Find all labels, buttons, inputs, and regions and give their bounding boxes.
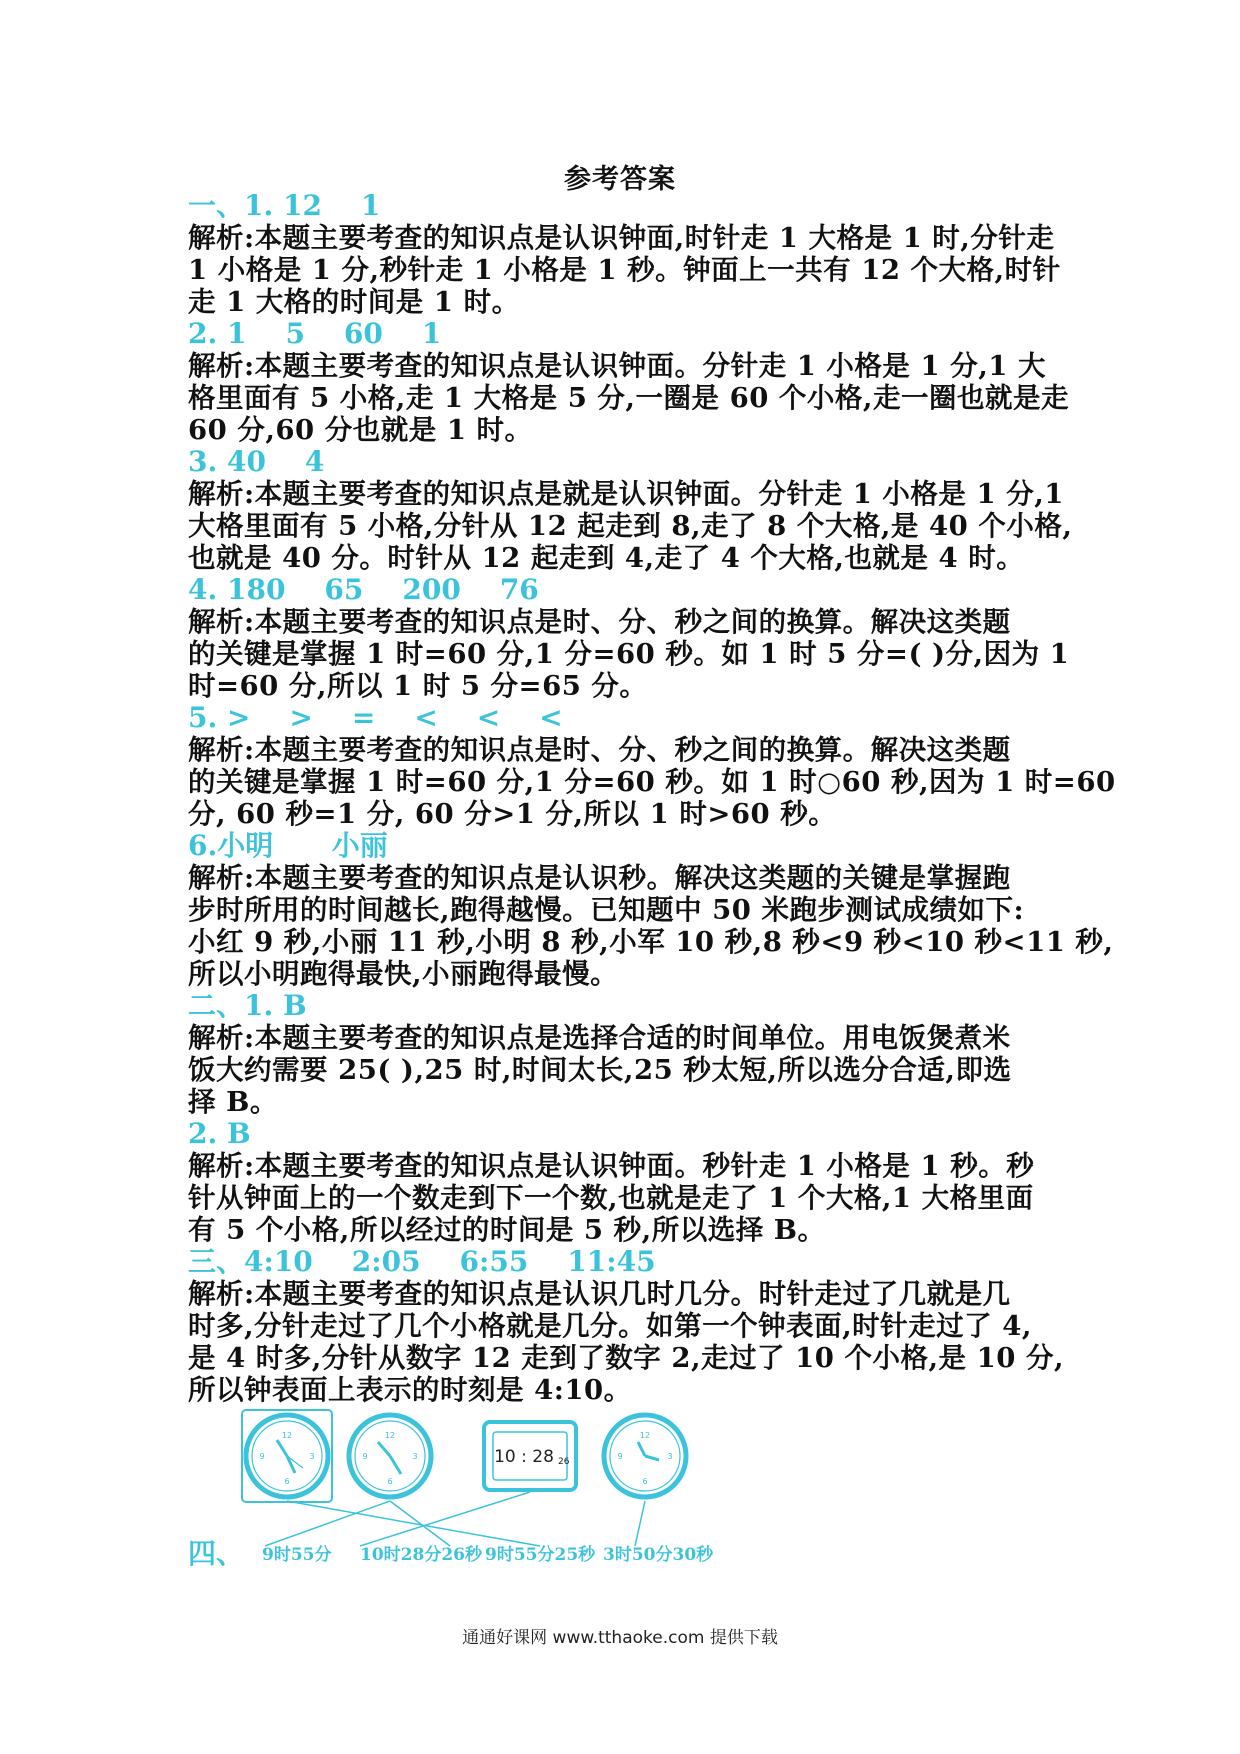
explanation-line: 格里面有 5 小格,走 1 大格是 5 分,一圈是 60 个小格,走一圈也就是走 [188, 382, 1069, 414]
explanation [188, 222, 1061, 318]
q4-label: 四、 [188, 1537, 245, 1570]
explanation [188, 478, 1073, 574]
section [188, 573, 1070, 702]
explanation-line: 有 5 个小格,所以经过的时间是 5 秒,所以选择 B。 [188, 1214, 826, 1246]
explanation-line: 解析:本题主要考查的知识点是认识钟面。秒针走 1 小格是 1 秒。秒 [188, 1150, 1035, 1182]
explanation-line: 所以小明跑得最快,小丽跑得最慢。 [188, 958, 619, 990]
svg-text:9: 9 [362, 1452, 368, 1461]
explanation-line: 解析:本题主要考查的知识点是选择合适的时间单位。用电饭煲煮米 [188, 1022, 1011, 1054]
explanation-line: 解析:本题主要考查的知识点是时、分、秒之间的换算。解决这类题 [188, 606, 1011, 638]
explanation-line: 分, 60 秒=1 分, 60 分>1 分,所以 1 时>60 秒。 [188, 798, 837, 830]
answer-line: 一、1. 12 1 [188, 189, 381, 222]
svg-text:9: 9 [259, 1452, 265, 1461]
svg-text:3: 3 [667, 1452, 673, 1461]
answer-line: 3. 40 4 [188, 445, 325, 478]
explanation [188, 606, 1070, 702]
section [188, 445, 1073, 574]
explanation [188, 862, 1114, 990]
digital-clock-seconds: 26 [558, 1457, 570, 1467]
explanation [188, 1022, 1058, 1118]
explanation-line: 解析:本题主要考查的知识点是认识秒。解决这类题的关键是掌握跑 [188, 862, 1011, 894]
digital-clock-time: 10 : 28 [494, 1447, 554, 1467]
section [188, 317, 1069, 446]
answer-line: 4. 180 65 200 76 [188, 573, 539, 606]
svg-text:3: 3 [309, 1452, 315, 1461]
answer-line: 二、1. B [188, 989, 307, 1022]
explanation [188, 350, 1069, 446]
explanation-line: 针从钟面上的一个数走到下一个数,也就是走了 1 个大格,1 大格里面 [188, 1182, 1034, 1214]
answer-line: 三、4:10 2:05 6:55 11:45 [188, 1245, 656, 1278]
section [188, 990, 1058, 1118]
explanation-line: 步时所用的时间越长,跑得越慢。已知题中 50 米跑步测试成绩如下: [188, 894, 1025, 926]
explanation-line: 是 4 时多,分针从数字 12 走到了数字 2,走过了 10 个小格,是 10 分, [188, 1342, 1065, 1374]
section [188, 829, 1114, 990]
explanation-line: 时多,分针走过了几个小格就是几分。如第一个钟表面,时针走过了 4, [188, 1310, 1032, 1342]
explanation-line: 1 小格是 1 分,秒针走 1 小格是 1 秒。钟面上一共有 12 个大格,时针 [188, 254, 1061, 286]
explanation-line: 60 分,60 分也就是 1 时。 [188, 414, 533, 446]
answer-line: 5. > > = < < < [188, 701, 563, 734]
svg-text:9: 9 [617, 1452, 623, 1461]
explanation [188, 734, 1116, 830]
explanation-line: 时=60 分,所以 1 时 5 分=65 分。 [188, 670, 648, 702]
answer-content [188, 189, 1116, 1406]
explanation-line: 小红 9 秒,小丽 11 秒,小明 8 秒,小军 10 秒,8 秒<9 秒<10 秒<11 秒, [188, 926, 1114, 958]
svg-text:6: 6 [642, 1477, 648, 1486]
explanation-line: 解析:本题主要考查的知识点是时、分、秒之间的换算。解决这类题 [188, 734, 1011, 766]
section [188, 701, 1116, 830]
explanation-line: 解析:本题主要考查的知识点是认识钟面,时针走 1 大格是 1 时,分针走 [188, 222, 1055, 254]
answer-line: 2. B [188, 1117, 251, 1150]
section [188, 1118, 1058, 1246]
explanation-line: 解析:本题主要考查的知识点是认识钟面。分针走 1 小格是 1 分,1 大 [188, 350, 1046, 382]
svg-text:3: 3 [412, 1452, 418, 1461]
section [188, 189, 1061, 318]
explanation-line: 走 1 大格的时间是 1 时。 [188, 286, 520, 318]
match-option: 9时55分 [262, 1545, 332, 1565]
answer-line: 6.小明 小丽 [188, 829, 388, 862]
svg-text:6: 6 [387, 1477, 393, 1486]
explanation-line: 解析:本题主要考查的知识点是就是认识钟面。分针走 1 小格是 1 分,1 [188, 478, 1064, 510]
svg-text:12: 12 [639, 1431, 651, 1440]
svg-text:12: 12 [384, 1431, 396, 1440]
explanation-line: 解析:本题主要考查的知识点是认识几时几分。时针走过了几就是几 [188, 1278, 1011, 1310]
explanation-line: 也就是 40 分。时针从 12 起走到 4,走了 4 个大格,也就是 4 时。 [188, 542, 1025, 574]
answer-line: 2. 1 5 60 1 [188, 317, 442, 350]
explanation-line: 饭大约需要 25( ),25 时,时间太长,25 秒太短,所以选分合适,即选 [188, 1054, 1012, 1086]
svg-text:6: 6 [284, 1477, 290, 1486]
explanation-line: 的关键是掌握 1 时=60 分,1 分=60 秒。如 1 时○60 秒,因为 1 时=60 [188, 766, 1116, 798]
explanation [188, 1278, 1065, 1406]
match-option: 3时50分30秒 [603, 1545, 714, 1565]
svg-text:12: 12 [281, 1431, 293, 1440]
match-option: 10时28分26秒 [360, 1545, 482, 1565]
explanation-line: 大格里面有 5 小格,分针从 12 起走到 8,走了 8 个大格,是 40 个小格, [188, 510, 1073, 542]
explanation-line: 的关键是掌握 1 时=60 分,1 分=60 秒。如 1 时 5 分=( )分,因为 1 [188, 638, 1070, 670]
match-option: 9时55分25秒 [485, 1545, 596, 1565]
footer-text: 通通好课网 www.tthaoke.com 提供下载 [462, 1628, 778, 1648]
explanation-line: 择 B。 [188, 1086, 278, 1118]
explanation [188, 1150, 1058, 1246]
page-title: 参考答案 [564, 164, 676, 195]
section [188, 1245, 1065, 1406]
explanation-line: 所以钟表面上表示的时刻是 4:10。 [188, 1374, 632, 1406]
